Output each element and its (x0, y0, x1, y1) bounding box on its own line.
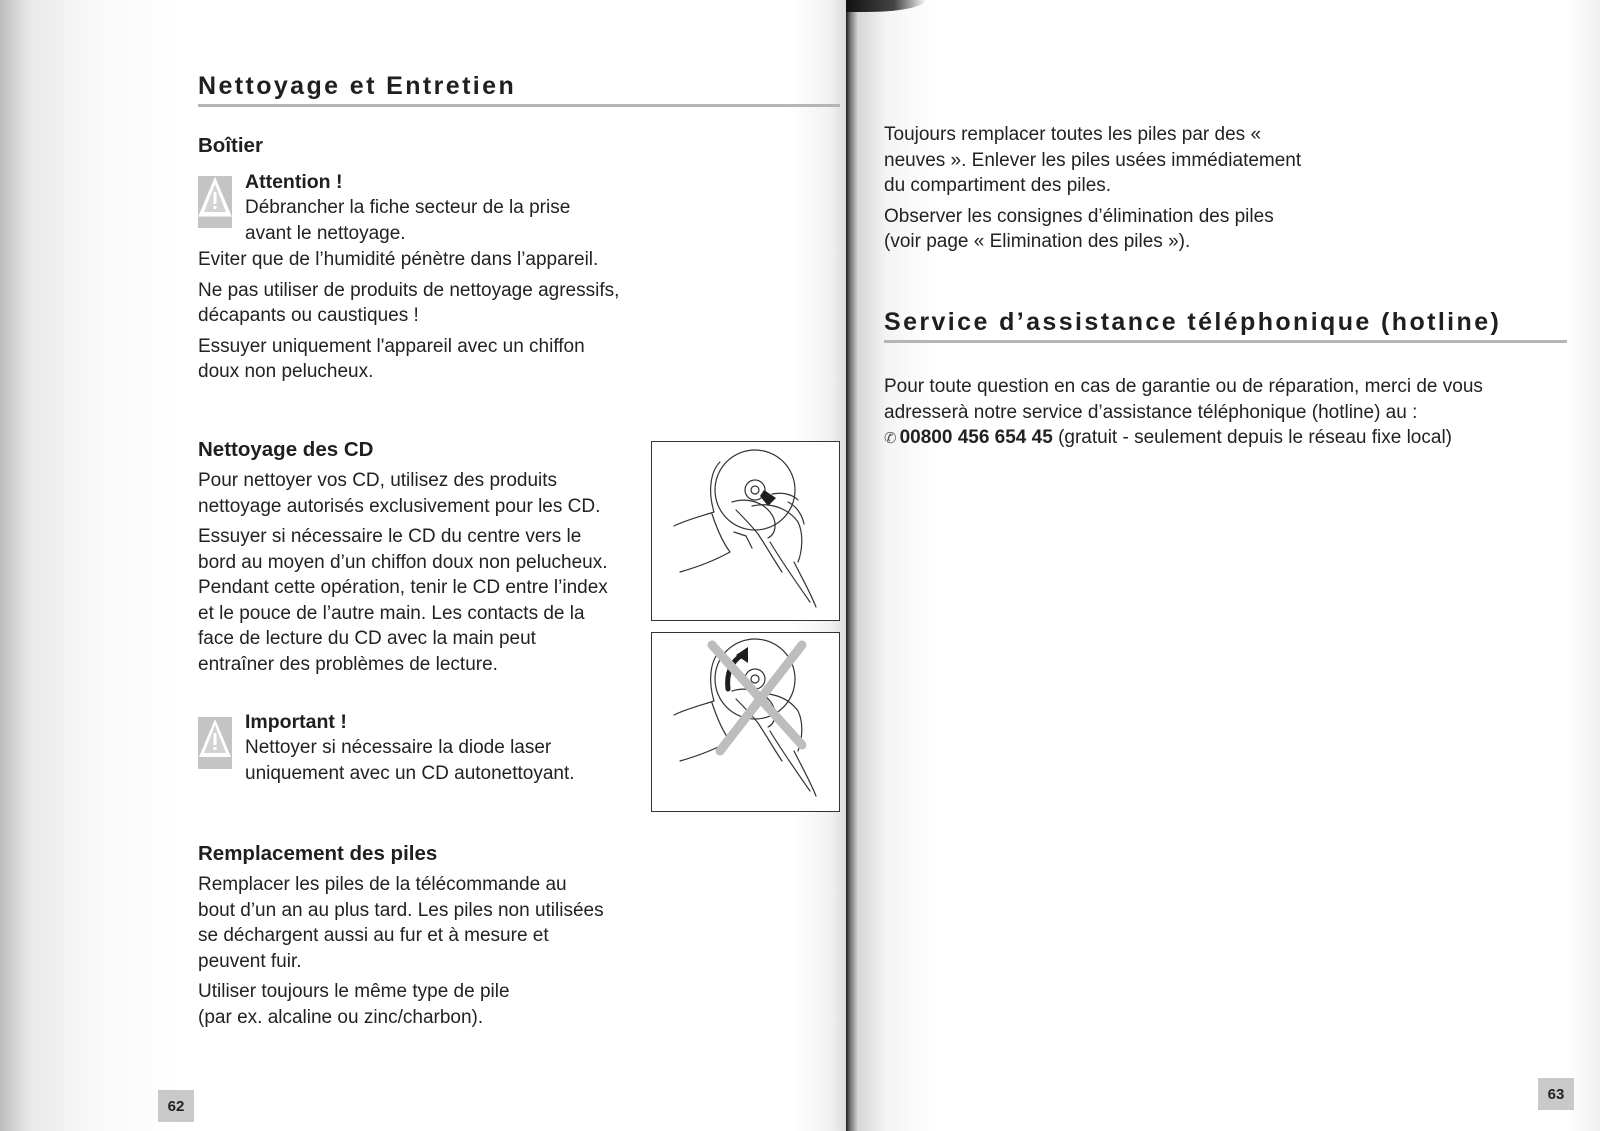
page-number-right: 63 (1538, 1078, 1574, 1110)
section-heading-batteries: Remplacement des piles (198, 842, 438, 865)
warning-text: Nettoyer si nécessaire la diode laser uniquement avec un CD autonettoyant. (245, 737, 575, 784)
phone-icon: ✆ (884, 430, 897, 447)
page-number-left: 62 (158, 1090, 194, 1122)
warning-block-important (245, 710, 615, 786)
paragraph: Remplacer les piles de la télécommande au bout d’un an au plus tard. Les piles non utilisées se déchargent aussi au fur et à mesure et peuvent fuir. (198, 874, 604, 972)
cd-paragraphs (198, 468, 626, 682)
paragraph: Ne pas utiliser de produits de nettoyage agressifs, décapants ou caustiques ! (198, 279, 620, 326)
paragraph: Eviter que de l’humidité pénètre dans l’appareil. (198, 249, 599, 270)
paragraph: Essuyer si nécessaire le CD du centre vers le bord au moyen d’un chiffon doux non pelucheux. Pendant cette opération, tenir le CD entre l’index et le pouce de l’autre main. Les contacts de la face de lecture du CD avec la main peut entraîner des problèmes de lecture. (198, 526, 608, 675)
paragraph: Toujours remplacer toutes les piles par des « neuves ». Enlever les piles usées immédiatement du compartiment des piles. (884, 124, 1302, 196)
section-heading-boitier: Boîtier (198, 134, 263, 157)
paragraph: Essuyer uniquement l'appareil avec un chiffon doux non pelucheux. (198, 335, 585, 382)
warning-title: Attention ! (245, 171, 343, 193)
cd-cleaning-incorrect-illustration (651, 632, 840, 812)
hotline-block (884, 374, 1524, 452)
battery-continuation (884, 122, 1308, 260)
paragraph: Utiliser toujours le même type de pile (par ex. alcaline ou zinc/charbon). (198, 981, 510, 1028)
hotline-number: 00800 456 654 45 (899, 427, 1053, 448)
battery-paragraphs (198, 872, 606, 1035)
hotline-title: Service d’assistance téléphonique (hotline) (884, 308, 1502, 336)
paragraph: Pour nettoyer vos CD, utilisez des produits nettoyage autorisés exclusivement pour les CD. (198, 470, 601, 517)
warning-triangle-icon (198, 717, 232, 769)
right-page (846, 0, 1600, 1131)
hotline-note: (gratuit - seulement depuis le réseau fixe local) (1058, 427, 1452, 448)
hotline-rule (884, 340, 1567, 343)
title-rule (198, 104, 840, 107)
page-title: Nettoyage et Entretien (198, 72, 517, 100)
paragraph: Observer les consignes d’élimination des piles (voir page « Elimination des piles »). (884, 205, 1274, 252)
hotline-phone-line (884, 425, 1524, 452)
section-heading-cd: Nettoyage des CD (198, 438, 374, 461)
hotline-text: Pour toute question en cas de garantie ou de réparation, merci de vous adresserà notre service d’assistance téléphonique (hotline) au : (884, 376, 1483, 423)
boitier-paragraphs (198, 247, 628, 390)
warning-title: Important ! (245, 711, 347, 733)
warning-triangle-icon (198, 176, 232, 228)
cd-cleaning-correct-illustration (651, 441, 840, 621)
warning-block-attention (245, 170, 605, 246)
warning-text: Débrancher la fiche secteur de la prise avant le nettoyage. (245, 197, 571, 244)
